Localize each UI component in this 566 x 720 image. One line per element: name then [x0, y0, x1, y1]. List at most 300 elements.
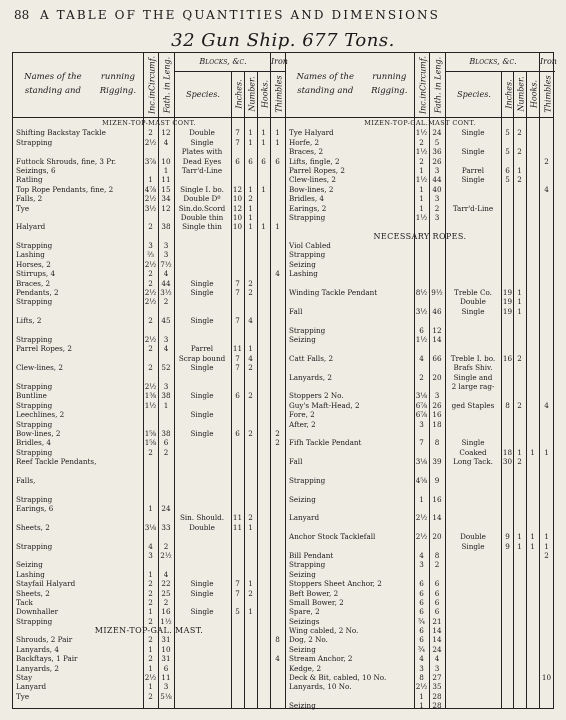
rope-name: Catt Falls, 2 [289, 353, 334, 363]
inches-cell: 5 [505, 147, 510, 157]
table-row [286, 626, 554, 635]
fathoms-cell: 3 [163, 241, 169, 251]
fathoms-cell: 3 [163, 334, 169, 344]
table-row [13, 626, 285, 635]
table-row [13, 157, 285, 166]
inches-cell: 10 [232, 222, 243, 232]
circumference-cell: 6⅞ [415, 400, 428, 410]
rope-name: Reef Tackle Pendants, [16, 457, 97, 467]
thimbles-cell: 4 [544, 184, 549, 194]
header-number-label: Number. [247, 76, 256, 112]
fathoms-cell: 1 [163, 400, 169, 410]
rope-name: Earings, 6 [16, 504, 54, 514]
fathoms-cell: 46 [432, 306, 442, 316]
circumference-cell: ⅔ [147, 250, 154, 260]
rope-name: Tack [16, 597, 33, 607]
fathoms-cell: 7½ [160, 259, 172, 269]
rope-name: Strapping [16, 381, 53, 391]
rope-name: Fall [289, 457, 303, 467]
inches-cell: 7 [235, 316, 240, 326]
table-row [286, 344, 554, 353]
thimbles-cell: 1 [275, 128, 280, 138]
header-iron: Iron [539, 53, 555, 72]
table-row [13, 128, 285, 137]
number-cell: 2 [248, 194, 253, 204]
fathoms-cell: 14 [432, 635, 442, 645]
circumference-cell: ¾ [418, 644, 425, 654]
rope-name: Lifts, fingle, 2 [289, 156, 340, 166]
header-iron: Iron [270, 53, 286, 72]
fathoms-cell: 6 [163, 438, 169, 448]
rope-name: Strapping [16, 494, 53, 504]
header-fathoms [158, 53, 175, 117]
species-cell: Double thin [180, 212, 224, 222]
inches-cell: 19 [502, 288, 513, 298]
fathoms-cell: 11 [161, 673, 171, 683]
table-row [13, 579, 285, 588]
fathoms-cell: 14 [432, 626, 442, 636]
circumference-cell: 8 [419, 673, 424, 683]
table-row [13, 279, 285, 288]
header-inches-label: Inches. [234, 79, 243, 109]
header-hooks-label: Hooks. [260, 79, 269, 109]
fathoms-cell: 66 [432, 353, 442, 363]
circumference-cell: 1 [148, 682, 153, 692]
number-cell: 1 [248, 344, 253, 354]
table-row [13, 551, 285, 560]
thimbles-cell: 8 [275, 635, 280, 645]
table-row [13, 645, 285, 654]
fathoms-cell: 9½ [431, 288, 443, 298]
table-row [13, 288, 285, 297]
circumference-cell: 4 [419, 550, 424, 560]
rope-name: Strapping [16, 541, 53, 551]
section-heading: MIZEN-TOP-GAL.MAST CONT. [364, 119, 476, 127]
species-cell: Single [190, 288, 214, 298]
fathoms-cell: 6 [434, 579, 440, 589]
table-row [286, 466, 554, 475]
species-cell: Single [461, 438, 485, 448]
table-row [286, 147, 554, 156]
circumference-cell: 2 [148, 588, 153, 598]
species-cell: Single [190, 391, 214, 401]
fathoms-cell: 6 [434, 588, 440, 598]
rope-name: Lashing [16, 569, 45, 579]
fathoms-cell: 4 [434, 654, 440, 664]
rigging-table [12, 52, 557, 711]
rope-name: Seizing [289, 494, 316, 504]
hooks-cell: 1 [530, 541, 535, 551]
inches-cell: 9 [505, 532, 510, 542]
species-cell: 2 large rag- [451, 381, 495, 391]
inches-cell: 7 [235, 363, 240, 373]
circumference-cell: 6 [419, 325, 424, 335]
table-row [286, 232, 554, 241]
circumference-cell: 2 [148, 269, 153, 279]
table-row [286, 589, 554, 598]
inches-cell: 10 [232, 194, 243, 204]
species-cell: Single I. bo. [180, 184, 224, 194]
number-cell: 4 [248, 353, 253, 363]
page-number: 88 [14, 8, 30, 22]
fathoms-cell: 39 [432, 457, 442, 467]
table-row [13, 438, 285, 447]
fathoms-cell: 33 [161, 522, 171, 532]
fathoms-cell: 3 [163, 250, 169, 260]
rope-name: After, 2 [289, 419, 316, 429]
rope-name: Parrel Ropes, 2 [289, 165, 345, 175]
rope-name: Braces, 2 [16, 278, 51, 288]
fathoms-cell: 18 [432, 419, 442, 429]
inches-cell: 7 [235, 579, 240, 589]
rope-name: Deck & Bit, cabled, 10 No. [289, 673, 387, 683]
rope-name: Strapping [16, 400, 53, 410]
table-row [286, 241, 554, 250]
fathoms-cell: 3 [434, 212, 440, 222]
number-cell: 1 [517, 306, 522, 316]
species-cell: Coaked [459, 447, 487, 457]
fathoms-cell: 10 [161, 156, 171, 166]
number-cell: 1 [248, 579, 253, 589]
table-row [13, 495, 285, 504]
species-cell: Single [461, 128, 485, 138]
thimbles-cell: 1 [275, 222, 280, 232]
rope-name: Fall [289, 306, 303, 316]
table-row [286, 560, 554, 569]
species-cell: Brafs Shiv. [453, 363, 493, 373]
rope-name: Strapping [289, 212, 326, 222]
rope-name: Lanyards, 10 No. [289, 682, 352, 692]
rope-name: Earings, 2 [289, 203, 327, 213]
table-body [286, 119, 554, 711]
inches-cell: 7 [235, 353, 240, 363]
thimbles-cell: 1 [275, 137, 280, 147]
rope-name: Top Rope Pendants, fine, 2 [16, 184, 114, 194]
thimbles-cell: 2 [275, 428, 280, 438]
fathoms-cell: 8 [434, 438, 440, 448]
fathoms-cell: 52 [161, 363, 171, 373]
circumference-cell: 3½ [144, 203, 157, 213]
inches-cell: 8 [505, 400, 510, 410]
rope-name: Strapping [289, 250, 326, 260]
table-row [286, 297, 554, 306]
rope-name: Clew-lines, 2 [16, 363, 63, 373]
table-row [286, 175, 554, 184]
fathoms-cell: 12 [161, 128, 171, 138]
table-row [13, 213, 285, 222]
inches-cell: 7 [235, 588, 240, 598]
rope-name: Strapping [16, 616, 53, 626]
species-cell: Single [461, 175, 485, 185]
inches-cell: 9 [505, 541, 510, 551]
circumference-cell: 6 [419, 626, 424, 636]
circumference-cell: 2 [148, 579, 153, 589]
section-heading: NECESSARY ROPES. [373, 231, 467, 241]
rope-name: Fore, 2 [289, 410, 315, 420]
table-row [286, 438, 554, 447]
table-row [286, 354, 554, 363]
rope-name: Seizings [289, 616, 320, 626]
rope-name: Lanyards, 2 [289, 372, 332, 382]
fathoms-cell: 4 [163, 569, 169, 579]
species-cell: Tarr'd-Line [181, 165, 223, 175]
inches-cell: 19 [502, 306, 513, 316]
species-cell: Sin. Should. [179, 513, 225, 523]
species-cell: Single [190, 607, 214, 617]
rope-name: Sheets, 2 [16, 522, 50, 532]
circumference-cell: 2 [148, 222, 153, 232]
table-row [13, 420, 285, 429]
fathoms-cell: 16 [432, 410, 442, 420]
circumference-cell: 6 [419, 597, 424, 607]
table-row [286, 128, 554, 137]
rope-name: Pendants, 2 [16, 288, 59, 298]
circumference-cell: 1⅝ [144, 438, 157, 448]
table-row [13, 344, 285, 353]
thimbles-cell: 1 [544, 541, 549, 551]
fathoms-cell: 12 [161, 203, 171, 213]
header-thimbles [539, 71, 555, 117]
inches-cell: 7 [235, 137, 240, 147]
number-cell: 1 [248, 137, 253, 147]
hooks-cell: 1 [261, 128, 266, 138]
rope-name: Ratling [16, 175, 43, 185]
species-cell: Double [460, 297, 486, 307]
table-row [13, 542, 285, 551]
left-half [13, 53, 288, 708]
rope-name: Strapping [16, 447, 53, 457]
number-cell: 1 [248, 522, 253, 532]
header-hooks [526, 71, 540, 117]
rope-name: Downhaller [16, 607, 59, 617]
thimbles-cell: 10 [541, 673, 552, 683]
fathoms-cell: 6 [434, 607, 440, 617]
rope-name: Dog, 2 No. [289, 635, 328, 645]
table-row [286, 288, 554, 297]
circumference-cell: 1⅝ [144, 428, 157, 438]
table-row [13, 466, 285, 475]
table-row [286, 185, 554, 194]
rope-name: Wing cabled, 2 No. [289, 626, 359, 636]
rope-name: Strapping [289, 560, 326, 570]
table-row [13, 673, 285, 682]
table-row [13, 335, 285, 344]
species-cell: Single [190, 588, 214, 598]
fathoms-cell: 5 [434, 137, 440, 147]
rope-name: Stoppers Sheet Anchor, 2 [289, 579, 382, 589]
species-cell: Plates with [181, 147, 223, 157]
header-inches-label: Inches. [504, 79, 513, 109]
circumference-cell: 4 [148, 541, 153, 551]
rope-name: Bill Pendant [289, 550, 334, 560]
rope-name: Winding Tackle Pendant [289, 288, 378, 298]
number-cell: 2 [248, 288, 253, 298]
table-row [286, 250, 554, 259]
inches-cell: 7 [235, 278, 240, 288]
circumference-cell: 3⅛ [144, 522, 157, 532]
table-row [286, 635, 554, 644]
fathoms-cell: 44 [161, 278, 171, 288]
number-cell: 2 [517, 175, 522, 185]
circumference-cell: 2½ [144, 334, 157, 344]
rope-name: Strapping [16, 137, 53, 147]
inches-cell: 12 [232, 184, 243, 194]
inches-cell: 10 [232, 212, 243, 222]
fathoms-cell: 35 [432, 682, 442, 692]
rope-name: Stay [16, 673, 33, 683]
fathoms-cell: 8 [434, 550, 440, 560]
circumference-cell: 1 [419, 691, 424, 701]
fathoms-cell: 26 [432, 156, 442, 166]
rope-name: Halyard [16, 222, 46, 232]
circumference-cell: 1⅜ [144, 391, 157, 401]
number-cell: 2 [248, 513, 253, 523]
circumference-cell: 1½ [144, 400, 157, 410]
header-thimbles-label: Thimbles [274, 75, 283, 113]
species-cell: Single [190, 410, 214, 420]
fathoms-cell: 24 [432, 128, 442, 138]
species-cell: Parrel [461, 165, 485, 175]
circumference-cell: 1 [148, 607, 153, 617]
rope-name: Futtock Shrouds, fine, 3 Pr. [16, 156, 117, 166]
header-names-line1: Names of the standing and [296, 72, 355, 96]
table-row [286, 551, 554, 560]
rope-name: Shifting Backstay Tackle [16, 128, 106, 138]
rope-name: Horfe, 2 [289, 137, 320, 147]
running-head [14, 8, 554, 24]
circumference-cell: 4⅝ [415, 475, 428, 485]
table-row [13, 382, 285, 391]
table-row [13, 119, 285, 128]
species-cell: Single [461, 306, 485, 316]
table-row [286, 326, 554, 335]
fathoms-cell: 34 [161, 194, 171, 204]
thimbles-cell: 6 [275, 156, 280, 166]
table-row [13, 448, 285, 457]
header-circumference-label: Inc.inCircumf. [147, 56, 156, 114]
fathoms-cell: 5⅛ [160, 691, 172, 701]
fathoms-cell: 3 [434, 663, 440, 673]
circumference-cell: 2 [419, 372, 424, 382]
species-cell: Parrel [190, 344, 214, 354]
thimbles-cell: 2 [544, 156, 549, 166]
table-row [13, 241, 285, 250]
circumference-cell: 2 [148, 447, 153, 457]
circumference-cell: 2½ [144, 381, 157, 391]
rope-name: Seizing [16, 560, 43, 570]
number-cell: 2 [517, 147, 522, 157]
inches-cell: 11 [232, 522, 243, 532]
table-row [286, 335, 554, 344]
circumference-cell: 6⅞ [415, 410, 428, 420]
header-fathoms-label: Fath. in Leng. [433, 56, 443, 114]
fathoms-cell: 11 [161, 175, 171, 185]
rope-name: Tye Halyard [289, 128, 334, 138]
table-row [286, 222, 554, 231]
right-half [285, 53, 557, 711]
circumference-cell: 2½ [144, 259, 157, 269]
rope-name: Strapping [289, 475, 326, 485]
fathoms-cell: 40 [432, 184, 442, 194]
inches-cell: 6 [505, 165, 510, 175]
table-row [13, 185, 285, 194]
table-row [13, 316, 285, 325]
table-row [13, 138, 285, 147]
number-cell: 1 [248, 128, 253, 138]
table-row [13, 166, 285, 175]
circumference-cell: 8½ [415, 288, 428, 298]
rope-name: Lanyard [289, 513, 320, 523]
rope-name: Horses, 2 [16, 259, 51, 269]
table-row [13, 232, 285, 241]
species-cell: Single [190, 316, 214, 326]
species-cell: Double [460, 532, 486, 542]
header-hooks [257, 71, 271, 117]
rope-name: Tye [16, 203, 30, 213]
circumference-cell: 2 [148, 691, 153, 701]
table-row [286, 617, 554, 626]
table-row [13, 654, 285, 663]
fathoms-cell: 45 [161, 316, 171, 326]
section-heading: MIZEN-TOP-GAL. MAST. [94, 626, 204, 636]
table-row [286, 316, 554, 325]
table-row [13, 204, 285, 213]
hooks-cell: 1 [261, 184, 266, 194]
species-cell: Single [461, 147, 485, 157]
circumference-cell: 3 [148, 241, 153, 251]
table-row [13, 607, 285, 616]
fathoms-cell: 16 [432, 494, 442, 504]
table-row [286, 119, 554, 128]
number-cell: 1 [248, 203, 253, 213]
table-row [13, 589, 285, 598]
table-row [13, 401, 285, 410]
table-row [286, 391, 554, 400]
circumference-cell: 2½ [415, 532, 428, 542]
circumference-cell: 3⅞ [144, 156, 157, 166]
fathoms-cell: 3 [434, 165, 440, 175]
rope-name: Strapping [16, 297, 53, 307]
fathoms-cell: 28 [432, 691, 442, 701]
fathoms-cell: 25 [161, 588, 171, 598]
table-row [286, 523, 554, 532]
table-row [286, 664, 554, 673]
circumference-cell: 2½ [144, 297, 157, 307]
table-row [286, 269, 554, 278]
table-row [286, 410, 554, 419]
inches-cell: 5 [235, 607, 240, 617]
circumference-cell: 1½ [415, 147, 428, 157]
circumference-cell: 6 [419, 635, 424, 645]
hooks-cell: 1 [261, 137, 266, 147]
inches-cell: 7 [235, 288, 240, 298]
table-row [13, 682, 285, 691]
fathoms-cell: 3 [434, 391, 440, 401]
table-row [286, 307, 554, 316]
table-row [13, 692, 285, 701]
circumference-cell: 7 [419, 438, 424, 448]
fathoms-cell: 4 [163, 137, 169, 147]
table-row [286, 654, 554, 663]
header-blocks: Blocks, &c. [445, 53, 540, 72]
circumference-cell: 1½ [415, 175, 428, 185]
fathoms-cell: 21 [432, 616, 442, 626]
circumference-cell: 2 [148, 363, 153, 373]
fathoms-cell: 28 [432, 701, 442, 711]
circumference-cell: 1 [148, 663, 153, 673]
rope-name: Seizings, 6 [16, 165, 56, 175]
fathoms-cell: 38 [161, 391, 171, 401]
